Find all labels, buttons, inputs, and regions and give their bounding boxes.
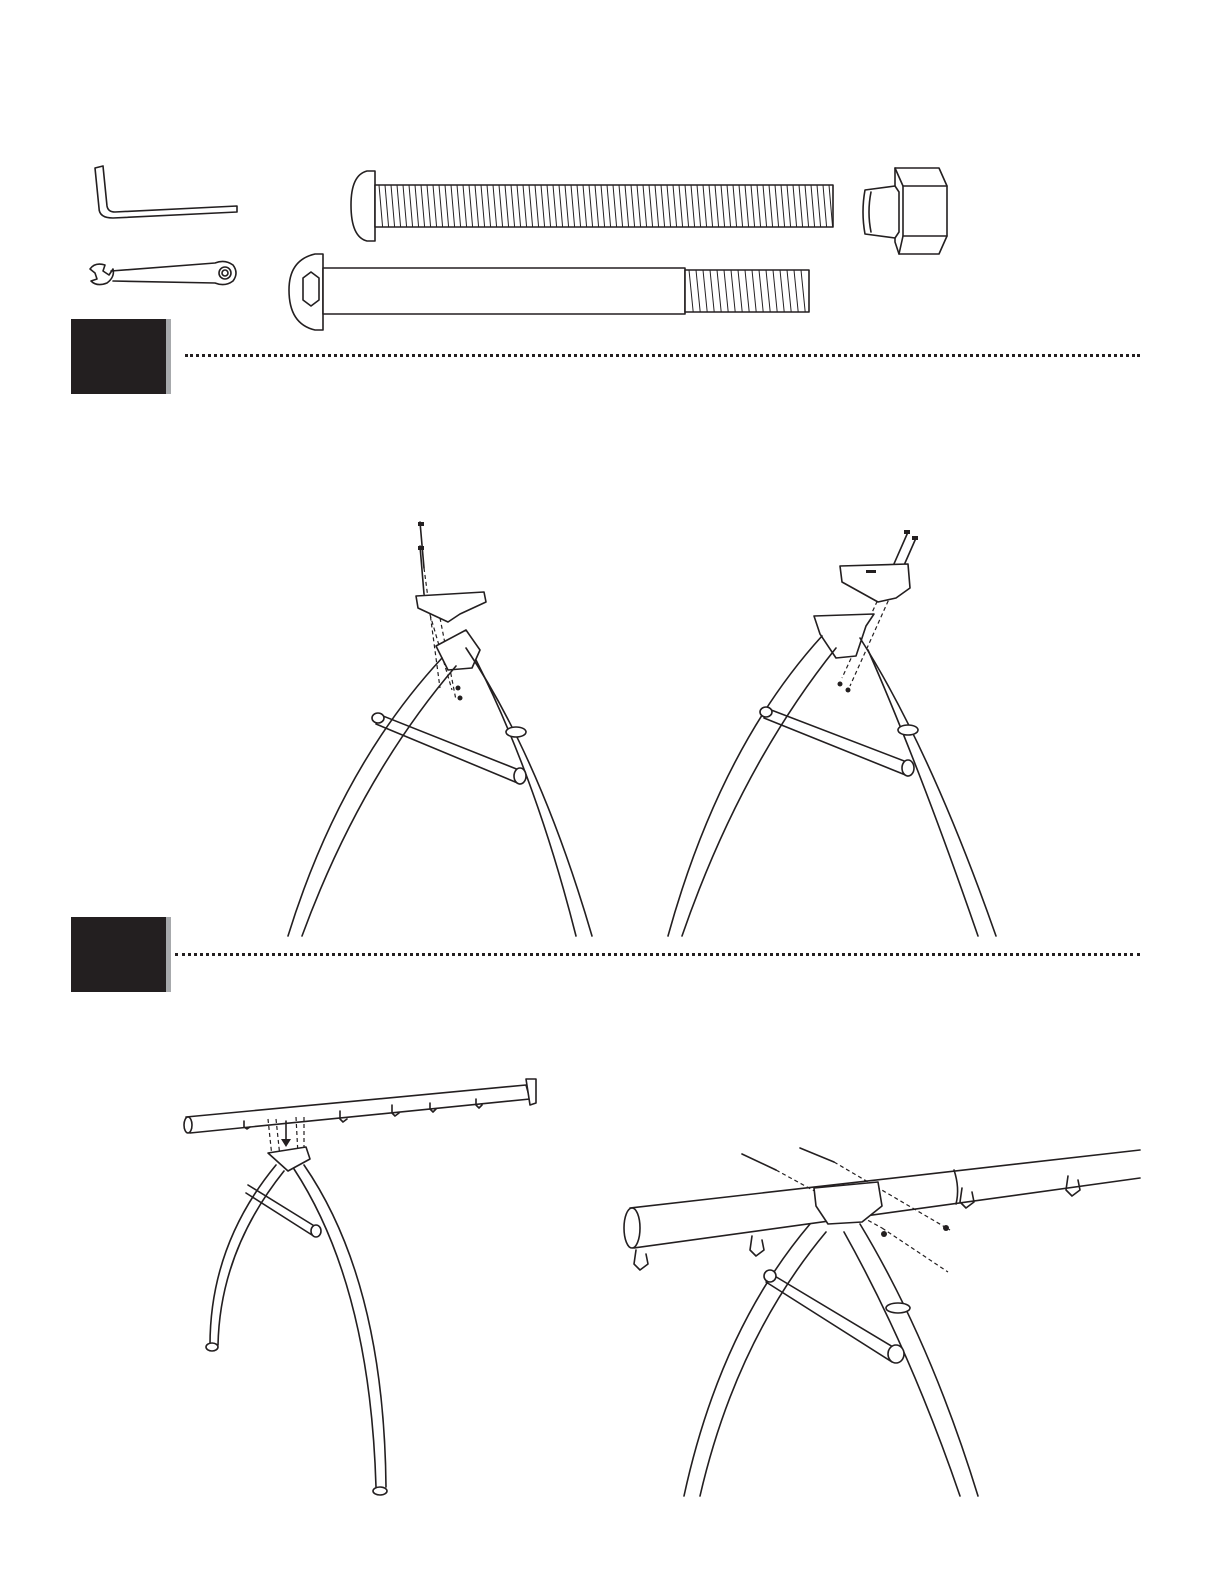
shoulder-bolt-icon [285,248,825,338]
bracket-attach-left [280,518,620,938]
lock-nut-icon [855,162,955,257]
threaded-bolt-icon [345,165,845,255]
beam-bolt-detail [620,1140,1140,1500]
beam-lower-onto-frame [180,1075,560,1505]
step-2-divider [175,953,1140,956]
step-1-badge [71,319,166,394]
bracket-attach-right [660,518,1000,938]
step-2-badge [71,917,166,992]
step-1-divider [185,354,1140,357]
allen-key-icon [85,160,255,220]
wrench-icon [85,257,245,297]
